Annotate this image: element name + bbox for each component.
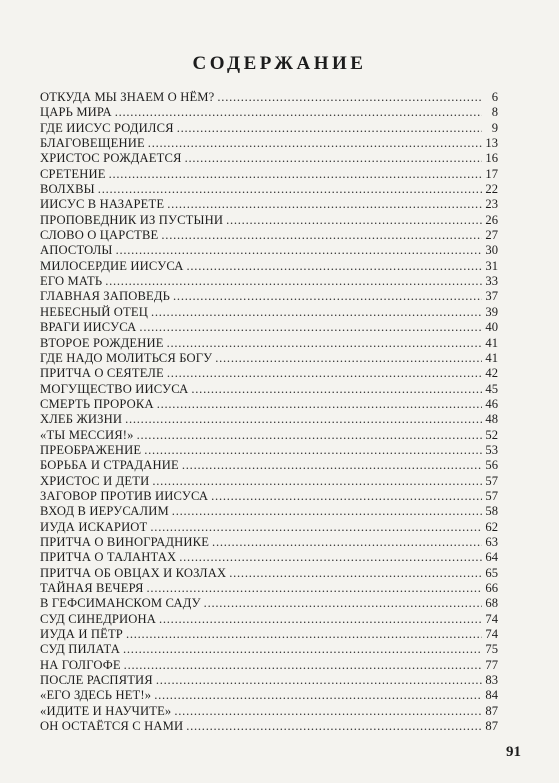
toc-dot-leader — [169, 504, 482, 519]
toc-entry-title: ЦАРЬ МИРА — [40, 105, 112, 120]
toc-entry — [40, 688, 498, 703]
toc-entry-title: ХРИСТОС РОЖДАЕТСЯ — [40, 151, 182, 166]
toc-dot-leader — [184, 259, 482, 274]
toc-dot-leader — [121, 658, 482, 673]
toc-entry-title: ПРИТЧА О ВИНОГРАДНИКЕ — [40, 534, 210, 549]
toc-dot-leader — [151, 688, 482, 703]
toc-entry — [40, 197, 498, 212]
toc-entry — [40, 382, 498, 397]
toc-entry — [40, 612, 498, 627]
toc-dot-leader — [113, 243, 482, 258]
toc-entry-title: ГДЕ НАДО МОЛИТЬСЯ БОГУ — [40, 350, 213, 365]
toc-dot-leader — [112, 105, 482, 120]
toc-dot-leader — [147, 520, 482, 535]
toc-entry — [40, 489, 498, 504]
toc-entry-page: 26 — [485, 212, 498, 227]
toc-entry-page: 77 — [485, 657, 498, 672]
toc-dot-leader — [123, 627, 482, 642]
toc-entry-title: ОН ОСТАЁТСЯ С НАМИ — [40, 719, 184, 734]
toc-dot-leader — [226, 566, 482, 581]
toc-entry-page: 87 — [485, 703, 498, 718]
toc-entry-page: 68 — [485, 596, 498, 611]
toc-entry — [40, 443, 498, 458]
toc-entry-page: 64 — [485, 550, 498, 565]
toc-entry-page: 13 — [485, 136, 498, 151]
toc-entry — [40, 105, 498, 120]
toc-dot-leader — [208, 489, 482, 504]
toc-entry-page: 23 — [485, 197, 498, 212]
toc-dot-leader — [212, 351, 482, 366]
toc-entry-page: 83 — [485, 673, 498, 688]
toc-entry-title: ТАЙНАЯ ВЕЧЕРЯ — [40, 581, 144, 595]
toc-dot-leader — [122, 412, 482, 427]
toc-entry-page: 40 — [485, 320, 498, 335]
toc-entry-title: ВХОД В ИЕРУСАЛИМ — [40, 504, 169, 519]
toc-entry-page: 56 — [485, 458, 498, 473]
toc-entry-title: МИЛОСЕРДИЕ ИИСУСА — [40, 258, 184, 273]
toc-dot-leader — [149, 474, 482, 489]
toc-entry — [40, 627, 498, 642]
toc-entry — [40, 228, 498, 243]
toc-entry-title: ВОЛХВЫ — [40, 182, 95, 197]
toc-dot-leader — [145, 136, 482, 151]
toc-entry — [40, 566, 498, 581]
toc-entry-title: ВТОРОЕ РОЖДЕНИЕ — [40, 335, 164, 350]
toc-entry-title: НА ГОЛГОФЕ — [40, 657, 121, 672]
toc-entry-page: 37 — [485, 289, 498, 304]
toc-entry-title: «ЕГО ЗДЕСЬ НЕТ!» — [40, 688, 152, 703]
toc-dot-leader — [223, 213, 482, 228]
toc-dot-leader — [170, 289, 482, 304]
toc-entry-title: ЕГО МАТЬ — [40, 274, 103, 289]
toc-dot-leader — [176, 550, 482, 565]
toc-dot-leader — [154, 397, 482, 412]
toc-entry — [40, 289, 498, 304]
toc-entry-page: 87 — [485, 719, 498, 734]
toc-entry-page: 6 — [491, 90, 498, 104]
toc-entry — [40, 259, 498, 274]
toc-dot-leader — [141, 443, 482, 458]
toc-entry-page: 17 — [485, 166, 498, 181]
toc-entry — [40, 704, 498, 719]
toc-dot-leader — [164, 366, 482, 381]
toc-entry-title: «ТЫ МЕССИЯ!» — [40, 427, 134, 442]
toc-entry-page: 53 — [485, 442, 498, 457]
toc-entry-title: СРЕТЕНИЕ — [40, 166, 106, 181]
toc-entry-page: 74 — [485, 627, 498, 642]
toc-entry — [40, 428, 498, 443]
toc-entry-page: 66 — [485, 581, 498, 595]
toc-entry — [40, 550, 498, 565]
toc-entry-title: НЕБЕСНЫЙ ОТЕЦ — [40, 304, 148, 319]
toc-dot-leader — [164, 197, 482, 212]
toc-entry-page: 46 — [485, 396, 498, 411]
toc-entry-page: 58 — [485, 504, 498, 519]
toc-entry-title: БЛАГОВЕЩЕНИЕ — [40, 136, 145, 151]
toc-entry — [40, 151, 498, 166]
toc-entry-title: ВРАГИ ИИСУСА — [40, 320, 137, 335]
toc-entry-page: 27 — [485, 228, 498, 243]
toc-entry-page: 65 — [485, 565, 498, 580]
toc-entry — [40, 412, 498, 427]
toc-entry-title: ИУДА ИСКАРИОТ — [40, 519, 148, 534]
toc-entry-title: МОГУЩЕСТВО ИИСУСА — [40, 381, 189, 396]
toc-entry-title: ГДЕ ИИСУС РОДИЛСЯ — [40, 120, 174, 135]
toc-entry-title: ГЛАВНАЯ ЗАПОВЕДЬ — [40, 289, 171, 304]
toc-entry — [40, 719, 498, 734]
toc-entry-title: ХРИСТОС И ДЕТИ — [40, 473, 150, 488]
toc-entry-page: 30 — [485, 243, 498, 258]
toc-entry-page: 84 — [485, 688, 498, 703]
toc-dot-leader — [95, 182, 482, 197]
toc-entry — [40, 167, 498, 182]
toc-dot-leader — [174, 121, 482, 136]
toc-dot-leader — [153, 673, 482, 688]
toc-entry — [40, 474, 498, 489]
toc-entry — [40, 504, 498, 519]
toc-entry-page: 33 — [485, 274, 498, 289]
toc-entry-title: СМЕРТЬ ПРОРОКА — [40, 396, 154, 411]
toc-entry-title: ПОСЛЕ РАСПЯТИЯ — [40, 673, 153, 688]
table-of-contents — [40, 90, 498, 734]
toc-entry-title: ХЛЕБ ЖИЗНИ — [40, 412, 123, 427]
toc-entry — [40, 673, 498, 688]
toc-entry-title: ПРЕОБРАЖЕНИЕ — [40, 442, 142, 457]
toc-entry — [40, 520, 498, 535]
toc-entry — [40, 121, 498, 136]
toc-entry — [40, 642, 498, 657]
toc-dot-leader — [102, 274, 482, 289]
toc-entry-title: БОРЬБА И СТРАДАНИЕ — [40, 458, 179, 473]
toc-dot-leader — [158, 228, 482, 243]
toc-entry-page: 57 — [485, 488, 498, 503]
toc-entry — [40, 658, 498, 673]
toc-dot-leader — [209, 535, 482, 550]
toc-entry-title: «ИДИТЕ И НАУЧИТЕ» — [40, 703, 172, 718]
toc-dot-leader — [164, 336, 482, 351]
toc-entry-page: 31 — [485, 258, 498, 273]
toc-dot-leader — [179, 458, 482, 473]
toc-dot-leader — [183, 719, 482, 734]
toc-entry — [40, 213, 498, 228]
toc-entry — [40, 90, 498, 105]
toc-entry — [40, 351, 498, 366]
page-title: СОДЕРЖАНИЕ — [192, 53, 367, 74]
toc-entry-title: АПОСТОЛЫ — [40, 243, 113, 258]
toc-entry — [40, 397, 498, 412]
toc-entry — [40, 581, 498, 596]
toc-entry — [40, 535, 498, 550]
toc-dot-leader — [106, 167, 482, 182]
toc-entry-page: 75 — [485, 642, 498, 657]
toc-dot-leader — [201, 596, 482, 611]
toc-dot-leader — [214, 90, 482, 105]
toc-entry — [40, 136, 498, 151]
toc-entry-page: 8 — [491, 105, 498, 120]
toc-entry-title: ИУДА И ПЁТР — [40, 627, 123, 642]
toc-entry — [40, 243, 498, 258]
toc-dot-leader — [188, 382, 482, 397]
toc-entry-title: ПРИТЧА О ТАЛАНТАХ — [40, 550, 177, 565]
toc-entry-page: 63 — [485, 534, 498, 549]
toc-entry-title: СУД ПИЛАТА — [40, 642, 120, 657]
toc-dot-leader — [144, 581, 482, 596]
toc-entry-page: 9 — [491, 120, 498, 135]
toc-entry-page: 22 — [485, 182, 498, 197]
toc-entry-title: ПРИТЧА О СЕЯТЕЛЕ — [40, 366, 164, 381]
toc-entry — [40, 336, 498, 351]
toc-entry-title: ОТКУДА МЫ ЗНАЕМ О НЁМ? — [40, 90, 215, 104]
toc-entry — [40, 182, 498, 197]
page-number: 91 — [506, 744, 521, 760]
toc-dot-leader — [120, 642, 482, 657]
toc-entry — [40, 366, 498, 381]
toc-entry-title: СЛОВО О ЦАРСТВЕ — [40, 228, 159, 243]
toc-dot-leader — [134, 428, 482, 443]
toc-entry-page: 42 — [485, 366, 498, 381]
toc-entry-page: 62 — [485, 519, 498, 534]
toc-entry-title: ЗАГОВОР ПРОТИВ ИИСУСА — [40, 488, 209, 503]
toc-entry — [40, 320, 498, 335]
toc-dot-leader — [148, 305, 482, 320]
toc-entry — [40, 305, 498, 320]
toc-entry-page: 74 — [485, 611, 498, 626]
toc-dot-leader — [182, 151, 482, 166]
toc-dot-leader — [156, 612, 482, 627]
toc-entry-title: В ГЕФСИМАНСКОМ САДУ — [40, 596, 201, 611]
toc-entry-page: 45 — [485, 381, 498, 396]
toc-entry — [40, 596, 498, 611]
toc-entry-page: 16 — [485, 151, 498, 166]
toc-entry-page: 41 — [485, 350, 498, 365]
toc-entry-title: ПРОПОВЕДНИК ИЗ ПУСТЫНИ — [40, 212, 224, 227]
toc-entry — [40, 274, 498, 289]
toc-entry-title: ИИСУС В НАЗАРЕТЕ — [40, 197, 165, 212]
toc-entry-page: 52 — [485, 427, 498, 442]
toc-dot-leader — [136, 320, 482, 335]
toc-entry-page: 57 — [485, 473, 498, 488]
toc-entry — [40, 458, 498, 473]
toc-dot-leader — [171, 704, 482, 719]
toc-entry-page: 48 — [485, 412, 498, 427]
toc-entry-title: ПРИТЧА ОБ ОВЦАХ И КОЗЛАХ — [40, 565, 227, 580]
toc-entry-page: 41 — [485, 335, 498, 350]
toc-entry-title: СУД СИНЕДРИОНА — [40, 611, 156, 626]
toc-entry-page: 39 — [485, 304, 498, 319]
